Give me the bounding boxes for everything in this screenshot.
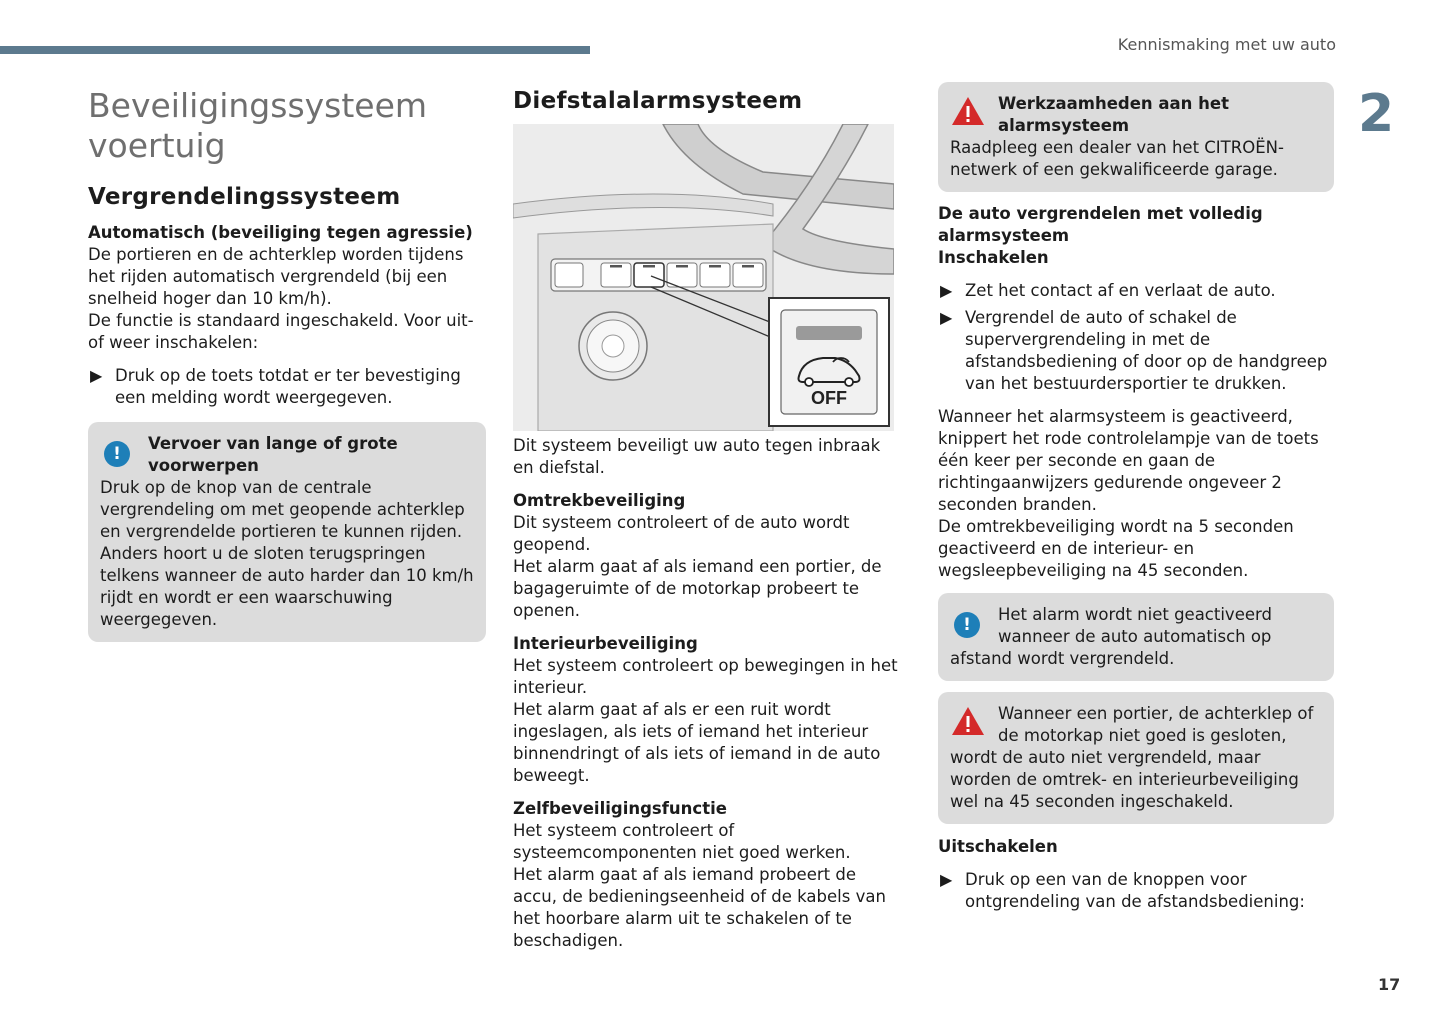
paragraph: Dit systeem controleert of de auto wordt geopend. — [513, 513, 850, 554]
page-title — [88, 86, 486, 166]
section-title-locking: Vergrendelingssysteem — [88, 184, 401, 210]
arrow-bullet-icon: ▶ — [940, 308, 953, 327]
bullet-item — [938, 307, 1334, 395]
arrow-bullet-icon: ▶ — [940, 870, 953, 889]
paragraph: De functie is standaard ingeschakeld. Voor uit- of weer inschakelen: — [88, 311, 474, 352]
arrow-bullet-icon: ▶ — [940, 281, 953, 300]
column-middle — [513, 82, 905, 952]
alarm-button-photo — [513, 124, 894, 431]
warning-note-work — [938, 82, 1334, 192]
subhead-lock-full-alarm: De auto vergrendelen met volledig alarmsysteem — [938, 204, 1263, 245]
chapter-number: 2 — [1358, 84, 1395, 144]
paragraph: Het alarm gaat af als iemand een portier, de bagageruimte of de motorkap probeert te openen. — [513, 557, 882, 620]
bullet-item — [938, 869, 1334, 913]
paragraph: Het alarm gaat af als er een ruit wordt ingeslagen, als iets of iemand het interieur binnendringt of als iets of iemand in de auto beweegt. — [513, 700, 881, 785]
note-title: Werkzaamheden aan het alarmsysteem — [998, 94, 1229, 135]
info-icon-area — [950, 604, 998, 644]
paragraph: Het alarm gaat af als iemand probeert de accu, de bedieningseenheid of de kabels van het hoorbare alarm uit te schakelen of te beschadigen. — [513, 865, 886, 950]
warning-icon — [950, 705, 986, 737]
note-title: Vervoer van lange of grote voorwerpen — [148, 434, 398, 475]
note-text: Raadpleeg een dealer van het CITROËN-netwerk of een gekwalificeerde garage. — [950, 138, 1284, 179]
bullet-item — [88, 365, 486, 409]
paragraph: Het systeem controleert op bewegingen in het interieur. — [513, 656, 898, 697]
photo-off-label: OFF — [811, 388, 847, 408]
paragraph: Wanneer het alarmsysteem is geactiveerd, knippert het rode controlelampje van de toets één keer per seconde en gaan de richtingaanwijzers gedurende ongeveer 2 seconden branden. — [938, 407, 1319, 514]
info-icon-area — [100, 433, 148, 477]
paragraph: Dit systeem beveiligt uw auto tegen inbraak en diefstal. — [513, 436, 881, 477]
info-icon: ! — [104, 441, 130, 467]
arrow-bullet-icon: ▶ — [90, 366, 103, 385]
page-number: 17 — [1378, 975, 1401, 994]
bullet-text: Zet het contact af en verlaat de auto. — [965, 281, 1276, 300]
running-title: Kennismaking met uw auto — [1117, 35, 1336, 54]
section-title-alarm: Diefstalalarmsysteem — [513, 88, 803, 114]
page-title-line-1: Beveiligingssysteem — [88, 86, 428, 125]
paragraph: Het systeem controleert of systeemcomponenten niet goed werken. — [513, 821, 851, 862]
warning-icon-area — [950, 93, 998, 137]
bullet-item — [938, 280, 1334, 302]
bullet-text: Vergrendel de auto of schakel de supervergrendeling in met de afstandsbediening of door op de handgreep van het bestuurdersportier te drukken. — [965, 308, 1328, 393]
subhead-perimeter: Omtrekbeveiliging — [513, 491, 686, 510]
bullet-text: Druk op een van de knoppen voor ontgrendeling van de afstandsbediening: — [965, 870, 1305, 911]
note-text: Druk op de knop van de centrale vergrendeling om met geopende achterklep en vergrendelde portieren te kunnen rijden. Anders hoort u de sloten terugspringen telkens wanneer de auto harder dan 10 km/h rijdt en wordt er een waarschuwing weergegeven. — [100, 478, 474, 629]
paragraph: De portieren en de achterklep worden tijdens het rijden automatisch vergrendeld (bij een snelheid hoger dan 10 km/h). — [88, 245, 464, 308]
warning-icon-area — [950, 703, 998, 747]
page-title-line-2: voertuig — [88, 126, 226, 165]
subhead-self-protection: Zelfbeveiligingsfunctie — [513, 799, 727, 818]
warning-icon — [950, 95, 986, 127]
subhead-deactivate: Uitschakelen — [938, 837, 1058, 856]
header-bar — [0, 46, 590, 54]
paragraph: De omtrekbeveiliging wordt na 5 seconden geactiveerd en de interieur- en wegsleepbeveiliging na 45 seconden. — [938, 517, 1294, 580]
note-text: Wanneer een portier, de achterklep of de motorkap niet goed is gesloten, wordt de auto niet vergrendeld, maar worden de omtrek- en interieurbeveiliging wel na 45 seconden ingeschakeld. — [950, 704, 1314, 811]
info-icon: ! — [954, 612, 980, 638]
note-text: Het alarm wordt niet geactiveerd wanneer de auto automatisch op afstand wordt vergrendeld. — [950, 605, 1272, 668]
column-left — [88, 82, 486, 642]
subhead-interior: Interieurbeveiliging — [513, 634, 698, 653]
bullet-text: Druk op de toets totdat er ter bevestiging een melding wordt weergegeven. — [115, 366, 461, 407]
subhead-automatic: Automatisch (beveiliging tegen agressie) — [88, 223, 473, 242]
column-right — [938, 82, 1334, 913]
info-note-remote — [938, 593, 1334, 681]
warning-note-doors — [938, 692, 1334, 824]
subhead-activate: Inschakelen — [938, 248, 1049, 267]
info-note-transport — [88, 422, 486, 642]
